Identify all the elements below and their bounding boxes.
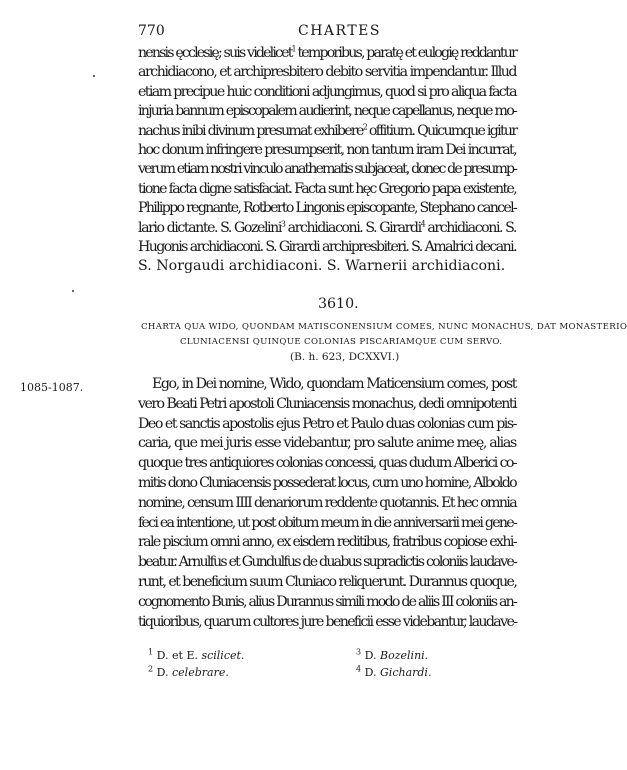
- footnote: [148, 665, 229, 681]
- text-run: temporibus, paratę et eulogię reddantur: [294, 45, 517, 61]
- margin-date: 1085-1087.: [20, 381, 84, 394]
- text-line: [138, 414, 516, 434]
- text-run: archidiaconi. S.: [424, 219, 516, 236]
- scan-speck: [93, 75, 95, 77]
- text-line: [138, 473, 516, 493]
- text-line: [138, 256, 505, 276]
- charter-title-line-1: CHARTA QUA WIDO, QUONDAM MATISCONENSIUM COMES, NUNC MONACHUS, DAT MONASTERIO: [141, 322, 627, 332]
- footnote-text: D.: [361, 666, 381, 679]
- text-run: etiam precipue huic conditioni adjungimus, quod si pro aliqua facta: [138, 83, 516, 100]
- charter-source: (B. h. 623, DCXXVI.): [290, 351, 400, 363]
- footnote-italic: Gichardi.: [380, 666, 432, 679]
- text-line: [138, 179, 516, 199]
- text-line: [138, 513, 516, 533]
- text-line: [138, 82, 516, 102]
- text-line: [138, 43, 516, 63]
- text-run: feci ea intentione, ut post obitum meum in die anniversarii mei gene-: [138, 514, 516, 531]
- text-run: beatur. Arnulfus et Gundulfus de duabus supradictis coloniis laudave-: [138, 554, 516, 571]
- text-run: caria, que mei juris esse videbantur, pro salute anime meę, alias: [138, 435, 516, 452]
- footnote-number: 4: [356, 664, 362, 674]
- text-line: [138, 159, 516, 179]
- text-line: [138, 433, 516, 453]
- text-line: [138, 394, 516, 414]
- footnote-text: D.: [361, 649, 381, 662]
- text-run: archidiacono, et archipresbitero debito servitia impendantur. Illud: [138, 64, 516, 81]
- text-run: cognomento Bunis, alius Durannus simili modo de aliis III coloniis an-: [138, 593, 516, 610]
- text-run: offitium. Quicumque igitur: [366, 122, 517, 139]
- footnote: [356, 648, 428, 664]
- text-run: lario dictante. S. Gozelini: [138, 219, 281, 236]
- footnote-italic: celebrare.: [172, 666, 229, 679]
- footnote-text: D.: [153, 666, 173, 679]
- footnote-number: 2: [148, 664, 154, 674]
- text-line: [138, 552, 516, 572]
- page-number: 770: [138, 23, 165, 39]
- text-line: [138, 532, 516, 552]
- text-line: [138, 612, 516, 632]
- footnote-ref: 1: [291, 44, 295, 54]
- scan-speck: [72, 290, 74, 292]
- text-run: rale piscium omni anno, ex eisdem reditibus, fratribus copiose exhi-: [138, 534, 517, 551]
- footnote-italic: scilicet.: [201, 649, 245, 662]
- text-run: runt, et beneficium suum Cluniaco reliquerunt. Durannus quoque,: [138, 574, 517, 590]
- text-run: vero Beati Petri apostoli Cluniacensis monachus, dedi omnipotenti: [138, 395, 516, 412]
- text-run: Deo et sanctis apostolis ejus Petro et Paulo duas colonias cum pis-: [138, 415, 516, 432]
- text-run: archidiaconi. S. Girardi: [284, 219, 421, 236]
- footnote-text: D. et E.: [153, 649, 202, 662]
- charter-title-line-2: CLUNIACENSI QUINQUE COLONIAS PISCARIAMQUE CUM SERVO.: [180, 337, 503, 347]
- text-run: verum etiam nostri vinculo anathematis subjaceat, donec de presump-: [138, 161, 516, 178]
- text-run: Ego, in Dei nomine, Wido, quondam Maticensium comes, post: [152, 376, 516, 392]
- text-run: tione facta digne satisfaciat. Facta sunt hęc Gregorio papa existente,: [138, 180, 516, 197]
- footnote-italic: Bozelini.: [380, 649, 429, 662]
- text-line: [138, 121, 516, 141]
- footnote-number: 1: [148, 647, 154, 657]
- text-run: hoc donum infringere presumpserit, non tantum iram Dei incurrat,: [138, 142, 516, 158]
- text-run: tiquioribus, quarum cultores jure beneficii esse videbantur, laudave-: [138, 613, 517, 630]
- footnote: [356, 665, 431, 681]
- running-title: CHARTES: [298, 23, 381, 39]
- text-run: Philippo regnante, Rotberto Lingonis episcopante, Stephano cancel-: [138, 200, 516, 217]
- text-run: nomine, censum IIII denariorum reddente quotannis. Et hec omnia: [138, 494, 516, 511]
- text-run: Hugonis archidiaconi. S. Girardi archipresbiteri. S. Amalrici decani.: [138, 239, 516, 255]
- text-run: nensis ęcclesię; suis videlicet: [138, 45, 292, 61]
- text-run: quoque tres antiquiores colonias concessi, quas dudum Alberici co-: [138, 455, 516, 472]
- text-line: [138, 101, 516, 121]
- text-line: [138, 198, 516, 218]
- footnote-ref: 4: [420, 218, 425, 228]
- text-line: [138, 453, 516, 473]
- text-run: nachus inibi divinum presumat exhibere: [138, 122, 363, 139]
- text-line: [138, 493, 516, 513]
- text-line: [138, 62, 516, 82]
- text-line: [138, 140, 516, 160]
- text-line: [138, 218, 516, 238]
- footnote-ref: 3: [280, 218, 285, 228]
- text-line: [152, 374, 516, 394]
- text-run: S. Norgaudi archidiaconi. S. Warnerii archidiaconi.: [138, 258, 506, 275]
- footnote-number: 3: [356, 647, 362, 657]
- charter-number: 3610.: [318, 296, 359, 312]
- footnote: [148, 648, 244, 664]
- text-line: [138, 237, 516, 257]
- text-line: [138, 592, 516, 612]
- text-run: mitis dono Cluniacensis possederat locus, cum uno homine, Alboldo: [138, 475, 516, 491]
- footnote-ref: 2: [362, 121, 367, 131]
- text-line: [138, 572, 516, 592]
- text-run: injuria bannum episcopalem audierint, neque capellanus, neque mo-: [138, 103, 516, 120]
